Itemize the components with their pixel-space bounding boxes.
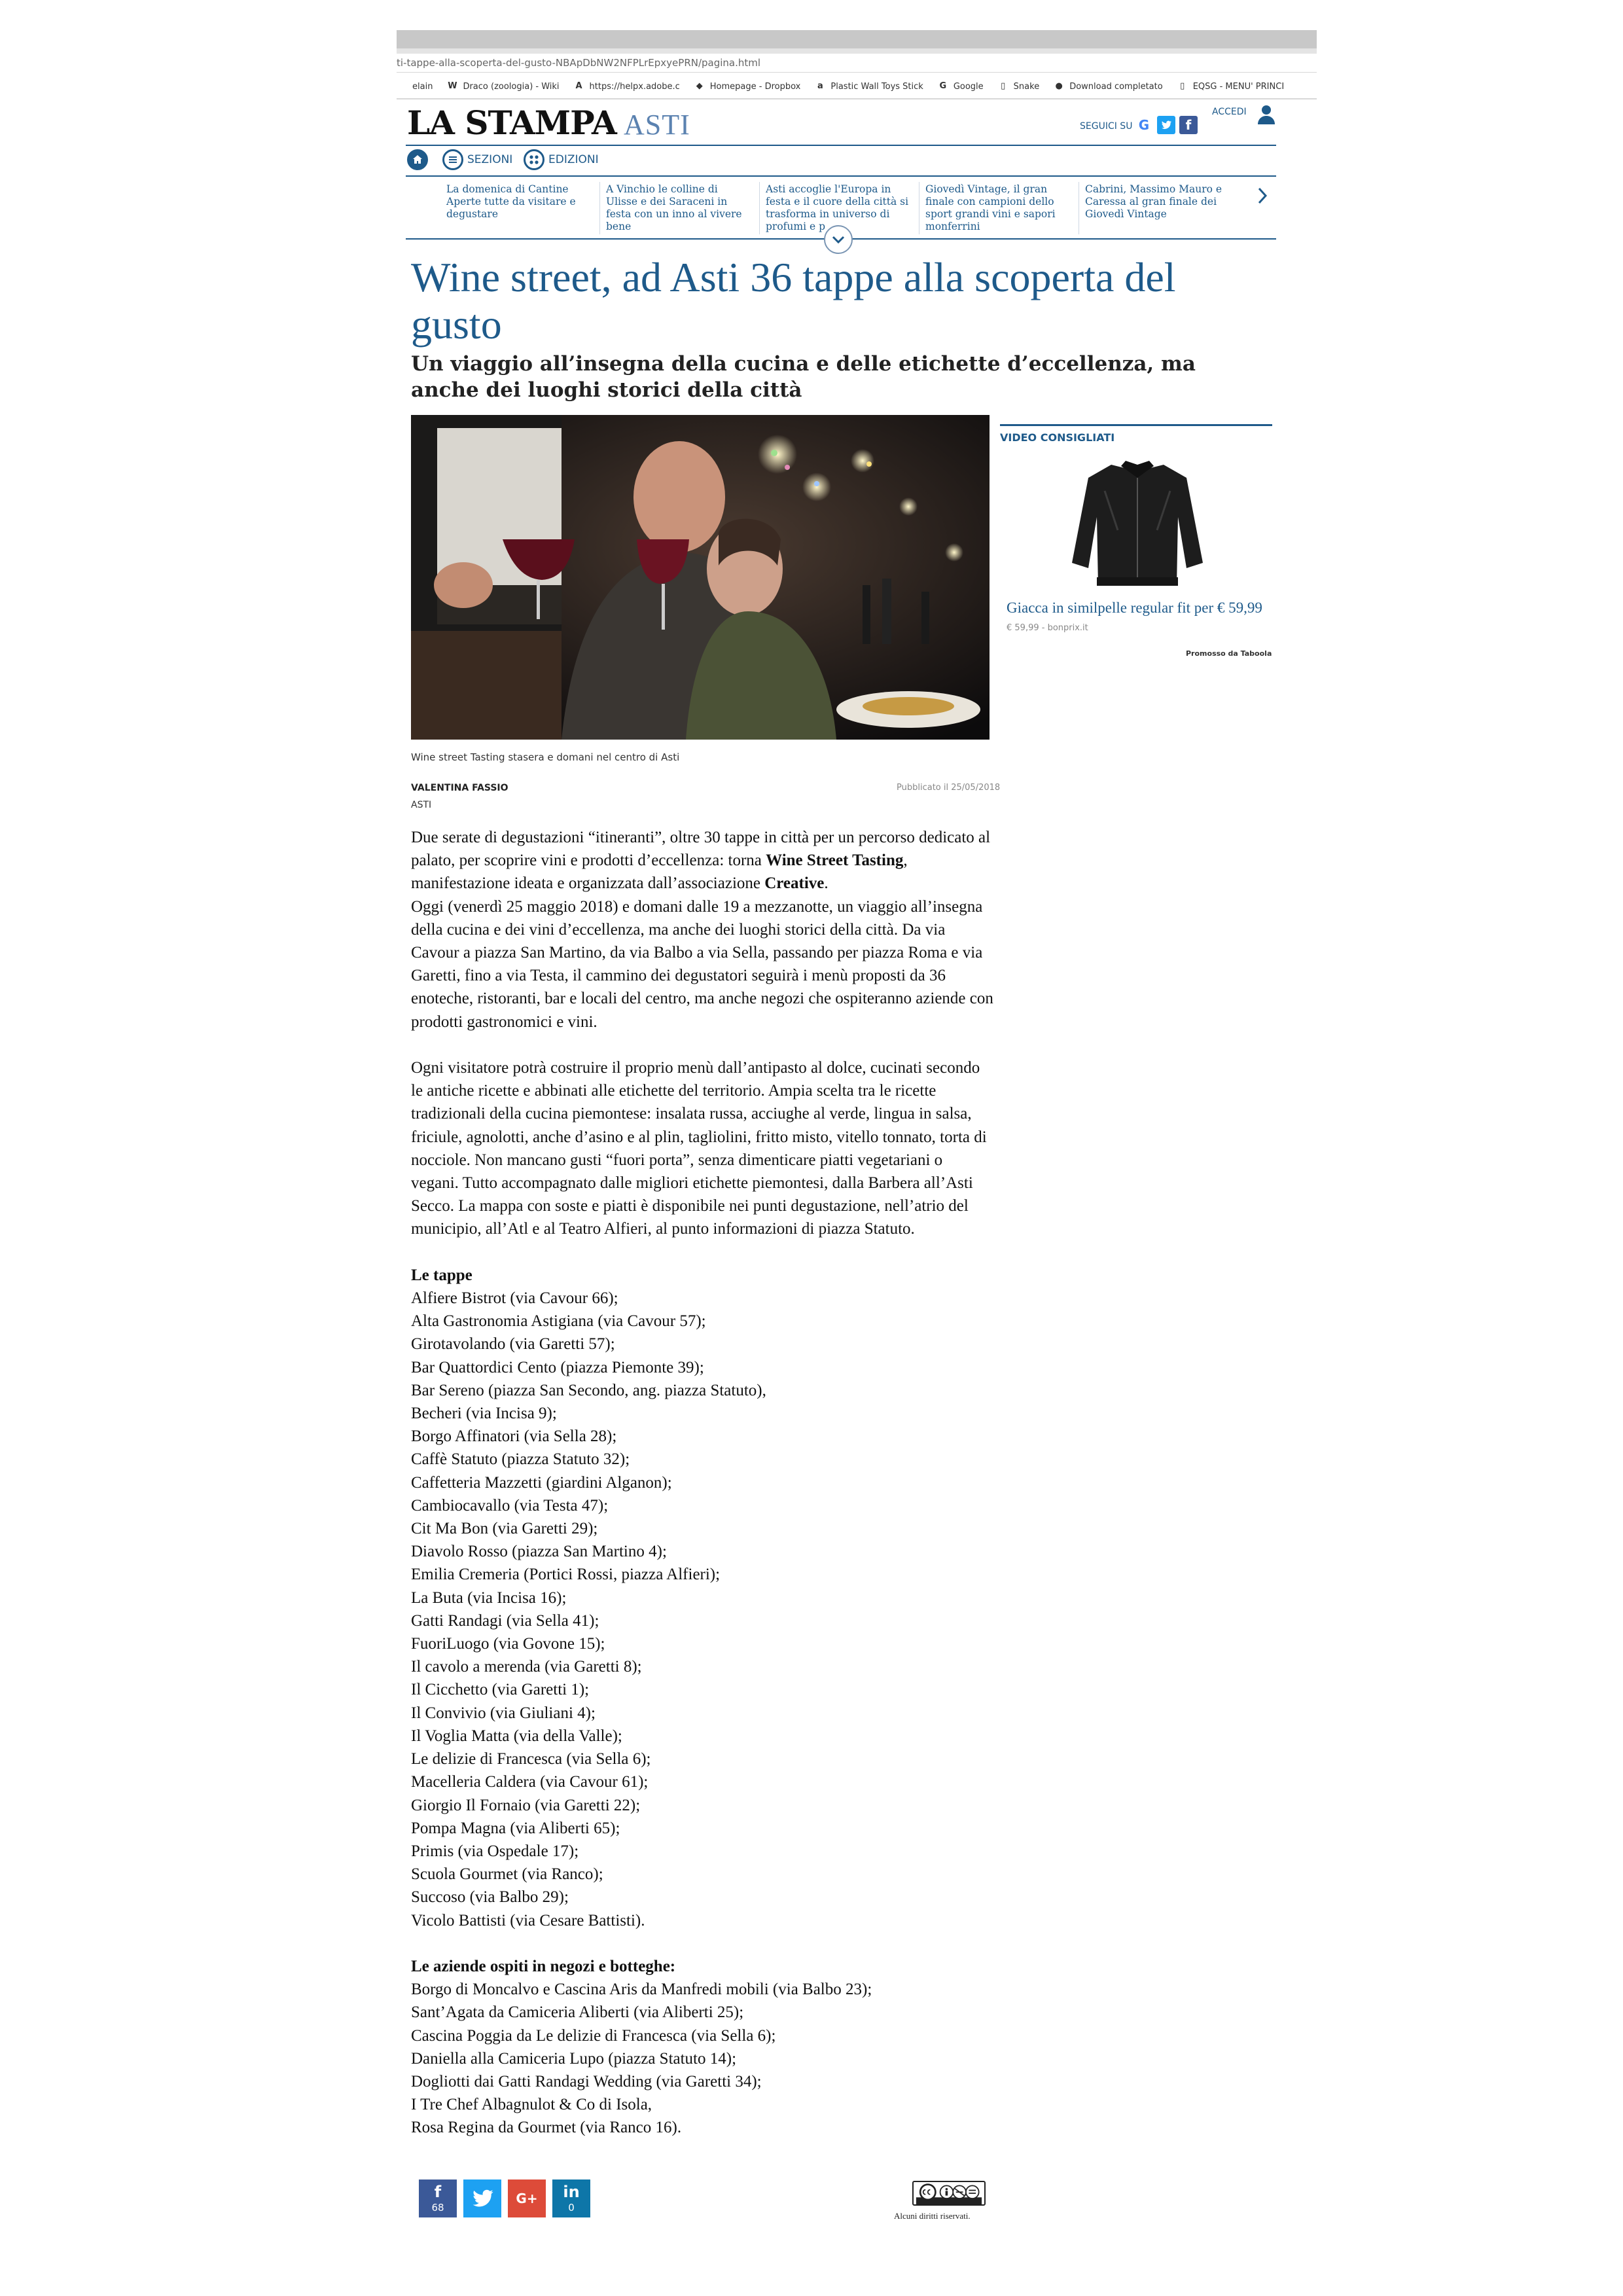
masthead xyxy=(406,101,1276,146)
stop-item: Girotavolando (via Garetti 57); xyxy=(411,1335,615,1354)
stop-item: Borgo Affinatori (via Sella 28); xyxy=(411,1427,617,1446)
stop-item: Il cavolo a merenda (via Garetti 8); xyxy=(411,1658,642,1676)
follow-label: SEGUICI SU xyxy=(1080,121,1133,132)
related-link[interactable]: A Vinchio le colline di Ulisse e dei Saraceni in festa con un inno al vivere bene xyxy=(606,183,742,232)
divider xyxy=(599,182,600,234)
related-link[interactable]: Cabrini, Massimo Mauro e Caressa al gran finale dei Giovedì Vintage xyxy=(1085,183,1222,220)
linkedin-share-button[interactable] xyxy=(552,2179,590,2217)
guest-item: Borgo di Moncalvo e Cascina Aris da Manfredi mobili (via Balbo 23); xyxy=(411,1981,872,1999)
googleplus-icon: G+ xyxy=(516,2191,538,2206)
stop-item: La Buta (via Incisa 16); xyxy=(411,1588,567,1607)
guest-item: I Tre Chef Albagnulot & Co di Isola, xyxy=(411,2096,652,2114)
stop-item: Il Convivio (via Giuliani 4); xyxy=(411,1704,596,1722)
bookmark-item[interactable] xyxy=(397,81,433,92)
stop-item: Le delizie di Francesca (via Sella 6); xyxy=(411,1750,651,1768)
stop-item: Emilia Cremeria (Portici Rossi, piazza Alfieri); xyxy=(411,1566,721,1584)
jacket-ad-image[interactable] xyxy=(1065,452,1209,593)
facebook-share-button[interactable] xyxy=(419,2179,457,2217)
bookmark-item[interactable] xyxy=(1054,81,1163,92)
download-icon: ● xyxy=(1055,81,1063,91)
article-title: Wine street, ad Asti 36 tappe alla scoperta del gusto xyxy=(411,254,1176,348)
paragraph: Ogni visitatore potrà costruire il proprio menù dall’antipasto al dolce, cucinati secondo le antiche ricette e abbinati alle etichette del territorio. Ampia scelta tra le ricette tradizionali della cucina piemontese: insalata russa, acciughe al verde, lingua in salsa, friciule, agnolotti, anche d’asino e al plin, tagliolini, fritto misto, vitello tonnato, torta di nocciole. Non mancano gusti “fuori porta”, senza dimenticare piatti vegetariani o vegani. Tutto accompagnato dalle migliori etichette piemontesi, dalla Barbera all’Asti Secco. La mappa con soste e piatti è disponibile nei punti degustazione, nell’atrio del municipio, all’Atl e al Teatro Alfieri, al punto informazioni di piazza Statuto. xyxy=(411,1059,987,1238)
url-text: ti-tappe-alla-scoperta-del-gusto-NBApDbNW2NFPLrEpxyePRN/pagina.html xyxy=(397,57,761,69)
sponsored-price: € 59,99 - bonprix.it xyxy=(1007,623,1088,633)
creative-commons-badge[interactable] xyxy=(912,2181,986,2206)
bookmark-item[interactable] xyxy=(447,81,559,92)
edition-city[interactable]: ASTI xyxy=(624,109,690,141)
guest-item: Dogliotti dai Gatti Randagi Wedding (via Garetti 34); xyxy=(411,2072,762,2090)
facebook-icon: f xyxy=(434,2183,442,2201)
guests-heading: Le aziende ospiti in negozi e botteghe: xyxy=(411,1957,676,1975)
divider xyxy=(759,182,760,234)
menu-icon[interactable] xyxy=(442,149,463,170)
bookmark-label: elain xyxy=(412,81,433,92)
guest-item: Cascina Poggia da Le delizie di Francesca (via Sella 6); xyxy=(411,2026,776,2045)
author-location: ASTI xyxy=(411,800,432,810)
publish-date: Pubblicato il 25/05/2018 xyxy=(897,783,1001,793)
stop-item: Becheri (via Incisa 9); xyxy=(411,1405,557,1423)
stop-item: Cambiocavallo (via Testa 47); xyxy=(411,1496,609,1515)
stop-item: Caffetteria Mazzetti (giardini Alganon); xyxy=(411,1473,672,1492)
adobe-icon: A xyxy=(575,81,582,91)
bookmark-item[interactable] xyxy=(998,81,1040,92)
bookmark-label: EQSG - MENU' PRINCI xyxy=(1192,81,1285,92)
stop-item: Diavolo Rosso (piazza San Martino 4); xyxy=(411,1543,667,1561)
stop-item: Bar Quattordici Cento (piazza Piemonte 39); xyxy=(411,1358,704,1376)
share-count: 0 xyxy=(568,2202,575,2214)
bookmark-item[interactable] xyxy=(694,81,801,92)
bookmark-item[interactable] xyxy=(815,81,923,92)
editions-link[interactable]: EDIZIONI xyxy=(548,153,599,166)
login-link[interactable]: ACCEDI xyxy=(1212,107,1247,117)
bookmark-item[interactable] xyxy=(1177,81,1284,92)
article-body xyxy=(411,826,993,2140)
stop-item: Macelleria Caldera (via Cavour 61); xyxy=(411,1773,649,1791)
bookmark-label: Plastic Wall Toys Stick xyxy=(830,81,923,92)
googleplus-share-button[interactable] xyxy=(508,2179,546,2217)
bookmark-label: Google xyxy=(953,81,984,92)
page-icon: ▯ xyxy=(1180,81,1185,91)
guest-item: Rosa Regina da Gourmet (via Ranco 16). xyxy=(411,2119,682,2137)
google-icon: G xyxy=(939,81,947,91)
stops-heading: Le tappe xyxy=(411,1266,473,1284)
chevron-right-icon[interactable] xyxy=(1251,182,1274,209)
article-subtitle: Un viaggio all’insegna della cucina e delle etichette d’eccellenza, ma anche dei luoghi storici della città xyxy=(411,352,1196,402)
related-link[interactable]: Giovedì Vintage, il gran finale con campioni dello sport grandi vini e sapori monferrini xyxy=(925,183,1056,232)
editions-icon[interactable] xyxy=(524,149,544,170)
bookmark-label: Homepage - Dropbox xyxy=(709,81,801,92)
related-link[interactable]: Asti accoglie l'Europa in festa e il cuore della città si trasforma in universo di profumi e p xyxy=(766,183,909,232)
stop-item: Alfiere Bistrot (via Cavour 66); xyxy=(411,1289,618,1308)
bookmark-label: Draco (zoologia) - Wiki xyxy=(463,81,560,92)
paragraph: Due serate di degustazioni “itineranti”, oltre 30 tappe in città per un percorso dedicato al palato, per scoprire vini e prodotti d’eccellenza: torna Wine Street Tasting, manifestazione ideata e organizzata dall’associazione Creative. xyxy=(411,829,991,893)
bookmark-item[interactable] xyxy=(574,81,680,92)
bookmarks-bar xyxy=(397,75,1317,99)
stop-item: Cit Ma Bon (via Garetti 29); xyxy=(411,1520,598,1538)
google-icon[interactable]: G xyxy=(1135,116,1153,134)
stop-item: Alta Gastronomia Astigiana (via Cavour 57); xyxy=(411,1312,706,1331)
stop-item: Succoso (via Balbo 29); xyxy=(411,1888,569,1907)
site-logo[interactable]: LA STAMPA xyxy=(407,103,616,142)
stop-item: Pompa Magna (via Aliberti 65); xyxy=(411,1819,620,1837)
twitter-icon xyxy=(463,2179,501,2217)
stop-item: Vicolo Battisti (via Cesare Battisti). xyxy=(411,1911,645,1929)
user-icon[interactable] xyxy=(1257,104,1276,125)
sections-link[interactable]: SEZIONI xyxy=(467,153,513,166)
license-text: Alcuni diritti riservati. xyxy=(894,2211,971,2221)
bookmark-label: https://helpx.adobe.c xyxy=(589,81,680,92)
stop-item: Gatti Randagi (via Sella 41); xyxy=(411,1611,599,1630)
twitter-icon[interactable] xyxy=(1157,116,1175,134)
browser-tabbar xyxy=(397,30,1317,48)
stop-item: Scuola Gourmet (via Ranco); xyxy=(411,1865,603,1884)
stop-item: FuoriLuogo (via Govone 15); xyxy=(411,1635,605,1653)
guest-item: Sant’Agata da Camiceria Aliberti (via Aliberti 25); xyxy=(411,2003,744,2022)
facebook-icon[interactable]: f xyxy=(1179,116,1198,134)
stop-item: Il Cicchetto (via Garetti 1); xyxy=(411,1681,590,1699)
twitter-share-button[interactable] xyxy=(463,2179,501,2217)
linkedin-icon: in xyxy=(563,2183,580,2201)
taboola-credit[interactable]: Promosso da Taboola xyxy=(1186,649,1272,658)
share-count: 68 xyxy=(431,2202,444,2214)
stops-list xyxy=(411,1287,993,1932)
amazon-icon: a xyxy=(817,81,823,91)
guest-item: Daniella alla Camiceria Lupo (piazza Statuto 14); xyxy=(411,2049,737,2068)
page-icon: ▯ xyxy=(1001,81,1006,91)
stop-item: Il Voglia Matta (via della Valle); xyxy=(411,1727,622,1745)
sidebar-title: VIDEO CONSIGLIATI xyxy=(1000,424,1272,444)
stop-item: Caffè Statuto (piazza Statuto 32); xyxy=(411,1450,630,1469)
section-nav xyxy=(406,145,1276,177)
browser-toolbar xyxy=(397,48,1317,54)
bookmark-item[interactable] xyxy=(938,81,984,92)
guests-list xyxy=(411,1978,993,2139)
home-icon[interactable] xyxy=(407,149,428,170)
address-bar[interactable] xyxy=(397,55,1317,73)
related-link[interactable]: La domenica di Cantine Aperte tutte da visitare e degustare xyxy=(446,183,576,220)
stop-item: Bar Sereno (piazza San Secondo, ang. piazza Statuto), xyxy=(411,1381,766,1399)
article-photo xyxy=(411,415,990,740)
stop-item: Primis (via Ospedale 17); xyxy=(411,1842,579,1860)
sponsored-link[interactable]: Giacca in similpelle regular fit per € 59,99 xyxy=(1007,600,1262,616)
chevron-down-icon[interactable] xyxy=(824,225,853,254)
stop-item: Giorgio Il Fornaio (via Garetti 22); xyxy=(411,1796,641,1814)
photo-caption: Wine street Tasting stasera e domani nel centro di Asti xyxy=(411,751,680,763)
bookmark-label: Download completato xyxy=(1069,81,1163,92)
page-icon xyxy=(397,81,407,92)
related-strip xyxy=(406,175,1276,240)
wikipedia-icon: W xyxy=(448,81,457,91)
author-name[interactable]: VALENTINA FASSIO xyxy=(411,783,508,793)
paragraph: Oggi (venerdì 25 maggio 2018) e domani dalle 19 a mezzanotte, un viaggio all’insegna della cucina e dei vini d’eccellenza, ma anche dei luoghi storici della città. Da via Cavour a piazza San Martino, da via Balbo a via Sella, passando per piazza Roma e via Garetti, fino a via Testa, il cammino dei degustatori seguirà i menù proposti da 36 enoteche, ristoranti, bar e locali del centro, ma anche negozi che ospiteranno aziende con prodotti gastronomici e vini. xyxy=(411,897,993,1031)
bookmark-label: Snake xyxy=(1013,81,1040,92)
dropbox-icon: ◆ xyxy=(696,81,703,91)
